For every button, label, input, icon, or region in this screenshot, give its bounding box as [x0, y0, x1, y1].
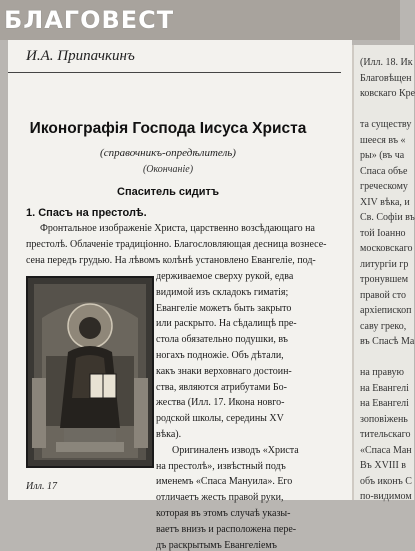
body-line: именемъ «Спаса Мануила». Его: [156, 476, 293, 488]
body-line: ства, являются атрибутами Бо-: [156, 381, 287, 393]
right-page-line: ковскаго Кре: [360, 88, 415, 99]
right-page-line: литургіи гр: [360, 258, 409, 270]
right-page-line: той Іоанно: [360, 227, 406, 239]
body-line: вѣка).: [156, 429, 182, 440]
body-line: родской школы, середины XV: [156, 413, 284, 425]
right-page-line: тронувшем: [360, 274, 409, 285]
right-page-line: Спаса объе: [360, 165, 408, 177]
right-page-line: архіепископ: [360, 305, 412, 316]
right-page-line: (Илл. 18. Ик: [360, 57, 413, 68]
body-line: отличаетъ жесть правой руки,: [156, 492, 284, 504]
body-line: или раскрыто. На сѣдалищѣ пре-: [156, 318, 297, 330]
right-page-line: XIV вѣка, и: [360, 196, 410, 208]
right-page-line: Св. Софіи въ: [360, 212, 415, 223]
figure-caption: Илл. 17: [26, 481, 57, 492]
article-subtitle: (справочникъ-опредѣлитель): [100, 147, 236, 159]
right-page-line: по-видимом: [360, 491, 412, 502]
article-title: Иконографія Господа Іисуса Христа: [29, 120, 307, 137]
body-line: ваетъ внизъ и расположена пере-: [156, 523, 297, 535]
body-line: которая въ этомъ случаѣ указы-: [156, 508, 291, 519]
section-heading: Спаситель сидитъ: [117, 186, 219, 198]
right-page-line: саву греко,: [360, 320, 407, 332]
right-page-line: зоповіжень: [360, 413, 408, 425]
body-line: сена передъ грудью. На лѣвомъ колѣнѣ установлено Евангеліе, под-: [26, 255, 316, 266]
right-page-line: греческому: [360, 181, 408, 192]
body-line: ногахъ подножіе. Объ дѣтали,: [156, 350, 284, 361]
right-page-line: «Спаса Ман: [360, 444, 412, 456]
christ-enthroned-icon: [28, 278, 152, 466]
right-page-line: шееся въ «: [360, 134, 406, 146]
body-line: на престолѣ», извѣстный подъ: [156, 460, 286, 472]
right-page-line: Благовѣщен: [360, 72, 412, 84]
watermark-logo: БЛАГОВЕСТ: [4, 6, 175, 34]
right-page-line: на правую: [360, 367, 404, 378]
right-page-line: та существу: [360, 119, 412, 130]
body-line: Фронтальное изображеніе Христа, царственно возсѣдающаго на: [40, 223, 315, 234]
body-line: видимой изъ складокъ гиматія;: [156, 286, 289, 298]
body-line: дъ раскрытымъ Евангеліемъ: [156, 539, 277, 551]
body-line: престолѣ. Облаченіе традиціонно. Благословляющая десница вознесе-: [26, 239, 327, 250]
body-line: какъ знаки верховнаго достоин-: [156, 365, 292, 377]
right-page-line: Въ XVIII в: [360, 460, 406, 471]
body-line: Оригиналенъ изводъ «Христа: [172, 444, 299, 456]
right-page-line: московскаго: [360, 243, 413, 254]
continuation-note: (Окончаніе): [142, 164, 194, 175]
right-page-line: на Евангелі: [360, 398, 409, 409]
subsection-heading: 1. Спасъ на престолѣ.: [26, 207, 147, 219]
header-rule: [8, 72, 341, 73]
body-line: стола обязательно подушки, въ: [156, 334, 288, 346]
right-page-line: ры» (въ ча: [360, 150, 405, 161]
right-page-line: на Евангелі: [360, 382, 409, 394]
right-page-line: правой сто: [360, 289, 406, 301]
body-line: Евангеліе можетъ быть закрыто: [156, 302, 292, 314]
body-line: жества (Илл. 17. Икона новго-: [156, 397, 285, 409]
right-page-line: объ иконъ С: [360, 475, 412, 487]
body-line: держиваемое сверху рукой, едва: [156, 271, 294, 282]
author-name: И.А. Припачкинъ: [26, 48, 135, 64]
icon-illustration: [26, 276, 154, 468]
right-page-line: тительскаго: [360, 429, 411, 440]
right-page-line: въ Спасѣ Ма: [360, 336, 415, 347]
right-page: [352, 45, 414, 500]
watermark-band: [0, 0, 400, 40]
